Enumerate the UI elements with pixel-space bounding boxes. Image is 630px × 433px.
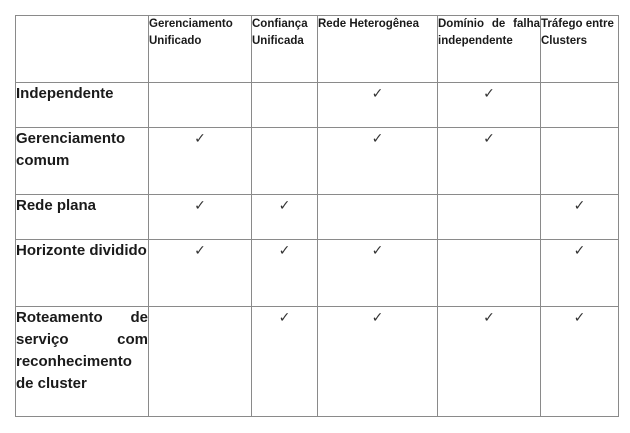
table-row <box>16 307 619 417</box>
checkmark-icon: ✓ <box>573 243 586 259</box>
table-cell <box>438 195 541 240</box>
checkmark-icon: ✓ <box>371 86 384 102</box>
checkmark-icon: ✓ <box>573 310 586 326</box>
table-cell <box>149 128 252 195</box>
checkmark-icon: ✓ <box>278 198 291 214</box>
column-header-gerenciamento-unificado: Gerenciamento Unificado <box>149 16 252 83</box>
table-row <box>16 83 619 128</box>
table-cell <box>149 83 252 128</box>
table-cell <box>252 307 318 417</box>
table-cell <box>541 195 619 240</box>
column-header-confianca-unificada: Confiança Unificada <box>252 16 318 83</box>
table-cell <box>438 307 541 417</box>
column-header-dominio-de-falha: Domínio de falha independente <box>438 16 541 83</box>
column-header-trafego-entre-clusters: Tráfego entre Clusters <box>541 16 619 83</box>
checkmark-icon: ✓ <box>483 86 495 102</box>
table-cell <box>438 83 541 128</box>
checkmark-icon: ✓ <box>278 243 291 259</box>
table-cell <box>149 307 252 417</box>
checkmark-icon: ✓ <box>483 310 495 326</box>
table-cell <box>438 128 541 195</box>
row-header-roteamento-de-servico: Roteamento de serviço com reconhecimento de cluster <box>16 307 149 417</box>
table-cell <box>252 195 318 240</box>
checkmark-icon: ✓ <box>194 243 206 259</box>
checkmark-icon: ✓ <box>371 131 384 147</box>
table-cell <box>149 195 252 240</box>
header-row <box>16 16 619 83</box>
table-cell <box>252 240 318 307</box>
table-cell <box>541 83 619 128</box>
column-header-rede-heterogenea: Rede Heterogênea <box>318 16 438 83</box>
feature-matrix-table <box>15 15 619 417</box>
checkmark-icon: ✓ <box>194 131 206 147</box>
table-cell <box>541 240 619 307</box>
table-cell <box>318 307 438 417</box>
table-cell <box>541 128 619 195</box>
checkmark-icon: ✓ <box>371 243 384 259</box>
row-header-horizonte-dividido: Horizonte dividido <box>16 240 149 307</box>
table-row <box>16 195 619 240</box>
checkmark-icon: ✓ <box>278 310 291 326</box>
checkmark-icon: ✓ <box>371 310 384 326</box>
row-header-independente: Independente <box>16 83 149 128</box>
table-cell <box>318 128 438 195</box>
table-row <box>16 240 619 307</box>
checkmark-icon: ✓ <box>573 198 586 214</box>
table-cell <box>318 83 438 128</box>
table-cell <box>252 83 318 128</box>
table-cell <box>252 128 318 195</box>
table-cell <box>149 240 252 307</box>
row-header-rede-plana: Rede plana <box>16 195 149 240</box>
table-cell <box>318 195 438 240</box>
table-row <box>16 128 619 195</box>
table-cell <box>318 240 438 307</box>
table-cell <box>438 240 541 307</box>
corner-cell <box>16 16 149 83</box>
checkmark-icon: ✓ <box>194 198 206 214</box>
checkmark-icon: ✓ <box>483 131 495 147</box>
table-cell <box>541 307 619 417</box>
row-header-gerenciamento-comum: Gerenciamento comum <box>16 128 149 195</box>
